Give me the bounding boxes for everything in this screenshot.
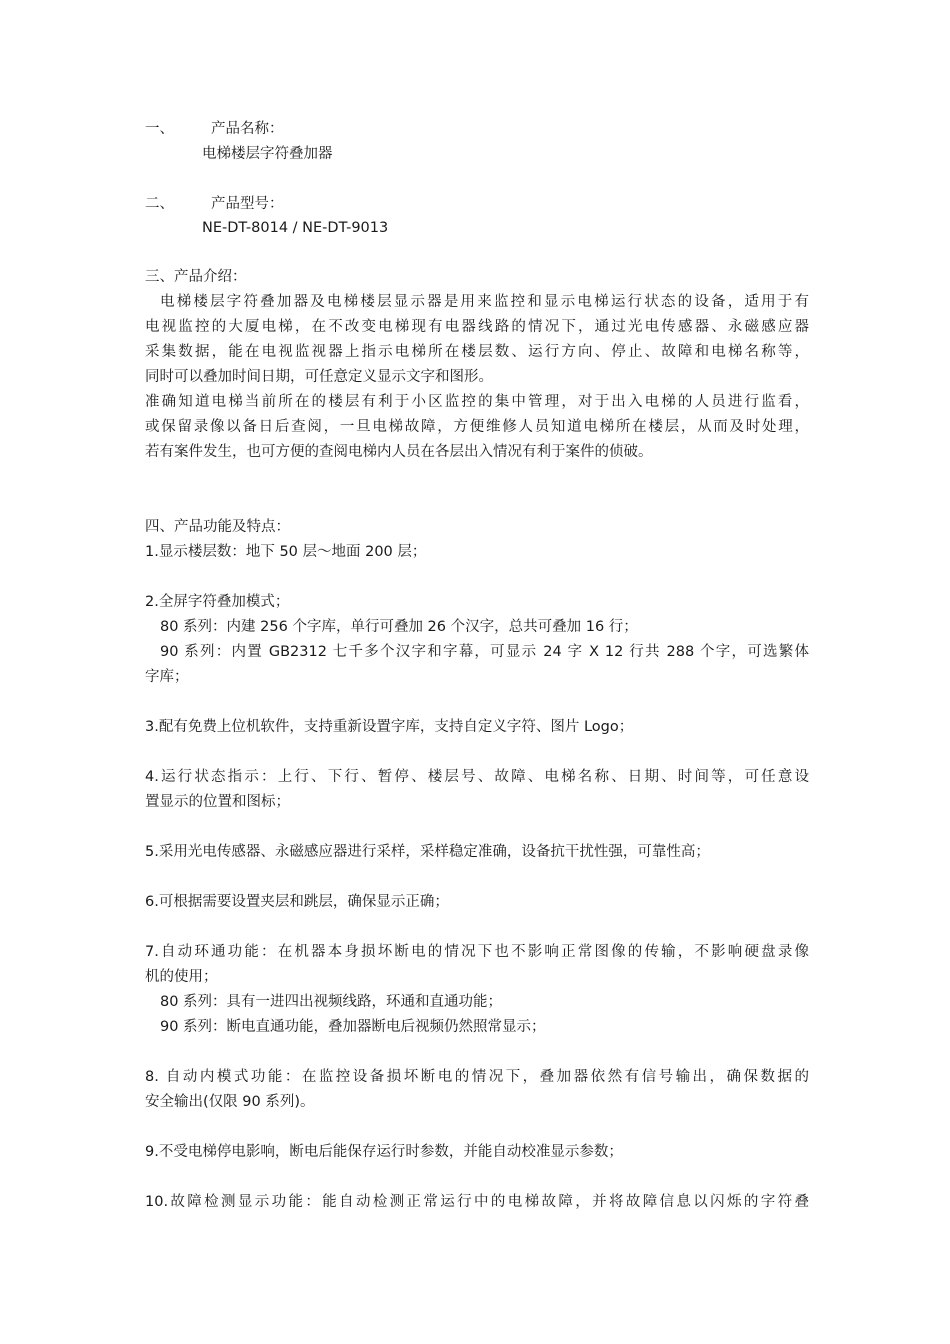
feature-4-line-2: 置显示的位置和图标； (145, 794, 290, 810)
intro-line-3: 采集数据，能在电视监视器上指示电梯所在楼层数、运行方向、停止、故障和电梯名称等， (145, 344, 809, 360)
feature-7-series-90: 90 系列：断电直通功能，叠加器断电后视频仍然照常显示； (160, 1019, 546, 1035)
section-2-number: 二、 (145, 196, 174, 212)
feature-7-series-80: 80 系列：具有一进四出视频线路，环通和直通功能； (160, 994, 503, 1010)
feature-7-line-1: 7.自动环通功能：在机器本身损坏断电的情况下也不影响正常图像的传输，不影响硬盘录像 (145, 944, 809, 960)
feature-1: 1.显示楼层数：地下 50 层～地面 200 层； (145, 544, 427, 560)
section-4-heading: 四、产品功能及特点： (145, 519, 290, 535)
feature-7-line-2: 机的使用； (145, 969, 218, 985)
intro-line-2: 电视监控的大厦电梯，在不改变电梯现有电器线路的情况下，通过光电传感器、永磁感应器 (145, 319, 809, 335)
feature-8-line-1: 8. 自动内模式功能：在监控设备损坏断电的情况下，叠加器依然有信号输出，确保数据的 (145, 1069, 809, 1085)
section-1-number: 一、 (145, 121, 174, 137)
intro-line-7: 若有案件发生，也可方便的查阅电梯内人员在各层出入情况有利于案件的侦破。 (145, 444, 653, 460)
section-1-heading (145, 118, 809, 140)
feature-8-line-2: 安全输出(仅限 90 系列)。 (145, 1094, 315, 1110)
feature-2-series-80: 80 系列：内建 256 个字库，单行可叠加 26 个汉字，总共可叠加 16 行； (160, 619, 638, 635)
section-3-heading: 三、产品介绍： (145, 269, 247, 285)
feature-9: 9.不受电梯停电影响，断电后能保存运行时参数，并能自动校准显示参数； (145, 1144, 623, 1160)
feature-10-line-1: 10.故障检测显示功能：能自动检测正常运行中的电梯故障，并将故障信息以闪烁的字符叠 (145, 1194, 809, 1210)
feature-5: 5.采用光电传感器、永磁感应器进行采样，采样稳定准确，设备抗干扰性强，可靠性高； (145, 844, 710, 860)
intro-line-1: 电梯楼层字符叠加器及电梯楼层显示器是用来监控和显示电梯运行状态的设备，适用于有 (160, 294, 809, 310)
feature-2-series-90-line-1: 90 系列：内置 GB2312 七千多个汉字和字幕，可显示 24 字 X 12 行共 288 个字，可选繁体 (160, 644, 809, 660)
intro-line-5: 准确知道电梯当前所在的楼层有利于小区监控的集中管理，对于出入电梯的人员进行监看， (145, 394, 809, 410)
product-model: NE-DT-8014 / NE-DT-9013 (202, 220, 389, 236)
section-2-heading (145, 193, 809, 215)
section-2-label: 产品型号： (211, 196, 284, 212)
feature-3: 3.配有免费上位机软件，支持重新设置字库，支持自定义字符、图片 Logo； (145, 719, 634, 735)
feature-2: 2.全屏字符叠加模式； (145, 594, 290, 610)
feature-6: 6.可根据需要设置夹层和跳层，确保显示正确； (145, 894, 449, 910)
intro-line-6: 或保留录像以备日后查阅，一旦电梯故障，方便维修人员知道电梯所在楼层，从而及时处理， (145, 419, 809, 435)
feature-4-line-1: 4.运行状态指示：上行、下行、暂停、楼层号、故障、电梯名称、日期、时间等，可任意设 (145, 769, 809, 785)
section-1-label: 产品名称： (211, 121, 284, 137)
intro-line-4: 同时可以叠加时间日期，可任意定义显示文字和图形。 (145, 369, 493, 385)
feature-2-series-90-line-2: 字库； (145, 669, 189, 685)
product-name: 电梯楼层字符叠加器 (202, 146, 333, 162)
